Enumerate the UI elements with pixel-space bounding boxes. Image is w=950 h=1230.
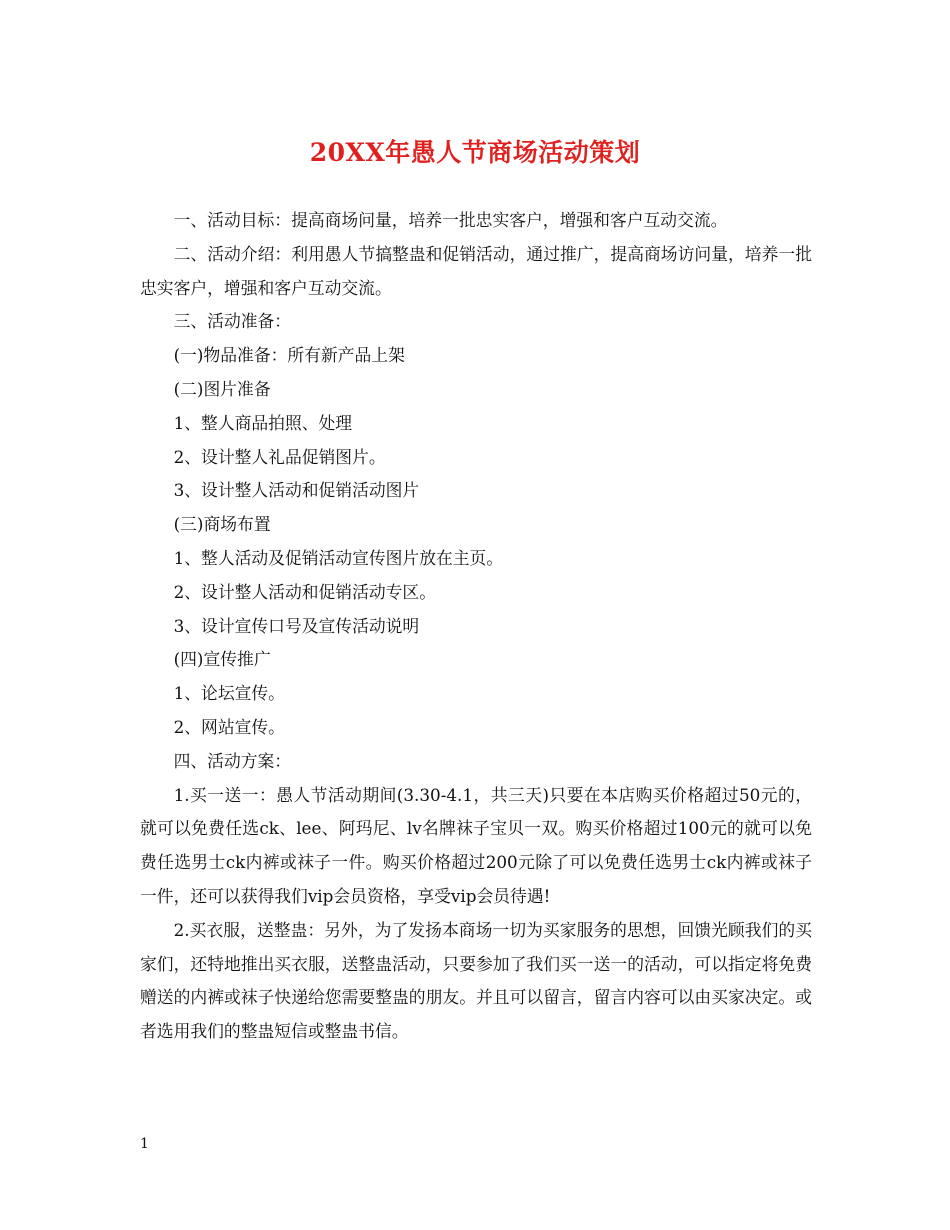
paragraph: 1.买一送一：愚人节活动期间(3.30-4.1，共三天)只要在本店购买价格超过50元的，就可以免费任选ck、lee、阿玛尼、lv名牌袜子宝贝一双。购买价格超过100元的就可以免费任选男士ck内裤或袜子一件。购买价格超过200元除了可以免费任选男士ck内裤或袜子一件，还可以获得我们vip会员资格，享受vip会员待遇! xyxy=(140,784,812,906)
paragraph: 1、论坛宣传。 xyxy=(173,683,285,704)
document-body xyxy=(140,204,812,1049)
paragraph: 3、设计整人活动和促销活动图片 xyxy=(173,480,420,501)
paragraph: 3、设计宣传口号及宣传活动说明 xyxy=(173,615,420,636)
paragraph: 二、活动介绍：利用愚人节搞整蛊和促销活动，通过推广，提高商场访问量，培养一批忠实客户，增强和客户互动交流。 xyxy=(140,243,812,298)
paragraph: 2、设计整人礼品促销图片。 xyxy=(173,446,386,467)
page-number: 1 xyxy=(140,1136,149,1152)
paragraph: 四、活动方案： xyxy=(173,750,292,771)
paragraph: 2.买衣服，送整蛊：另外，为了发扬本商场一切为买家服务的思想，回馈光顾我们的买家们，还特地推出买衣服，送整蛊活动，只要参加了我们买一送一的活动，可以指定将免费赠送的内裤或袜子快递给您需要整蛊的朋友。并且可以留言，留言内容可以由买家决定。或者选用我们的整蛊短信或整蛊书信。 xyxy=(140,919,812,1042)
paragraph: 一、活动目标：提高商场问量，培养一批忠实客户，增强和客户互动交流。 xyxy=(173,210,728,230)
paragraph: 三、活动准备： xyxy=(173,311,292,332)
paragraph: (三)商场布置 xyxy=(173,514,271,535)
paragraph: (一)物品准备：所有新产品上架 xyxy=(173,345,405,366)
paragraph: 2、网站宣传。 xyxy=(173,716,285,737)
paragraph: (二)图片准备 xyxy=(173,378,271,399)
paragraph: (四)宣传推广 xyxy=(173,649,271,670)
paragraph: 1、整人活动及促销活动宣传图片放在主页。 xyxy=(173,547,504,568)
paragraph: 1、整人商品拍照、处理 xyxy=(173,412,353,433)
paragraph: 2、设计整人活动和促销活动专区。 xyxy=(173,581,436,602)
document-title: 20XX年愚人节商场活动策划 xyxy=(309,138,641,167)
